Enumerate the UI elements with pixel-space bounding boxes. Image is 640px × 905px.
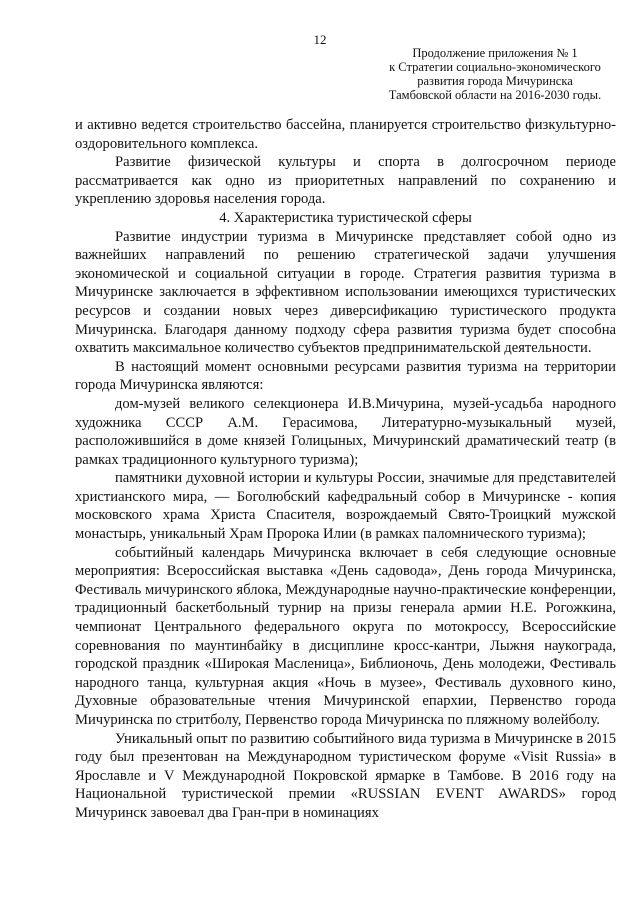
paragraph: Развитие индустрии туризма в Мичуринске представляет собой одно из важнейших направлений по решению стратегической задачи улучшения экономической и социальной ситуации в городе. Стратегия развития туризма в Мичуринске заключается в эффективном использовании имеющихся туристических ресурсов и создании новых через диверсификацию туристического продукта Мичуринска. Благодаря данному подходу сфера развития туризма будет способна охватить максимальное количество субъектов предпринимательской деятельности. [75,228,616,357]
section-heading: 4. Характеристика туристической сферы [219,209,472,226]
appendix-header [380,46,610,102]
list-item: памятники духовной истории и культуры России, значимые для представителей христианского мира, — Боголюбский кафедральный собор в Мичуринске - копия московского храма Христа Спасителя, возрождаемый Свято-Троицкий мужской монастырь, уникальный Храм Пророка Илии (в рамках паломнического туризма); [75,470,616,543]
header-line: Продолжение приложения № 1 [412,46,578,60]
paragraph: Развитие физической культуры и спорта в долгосрочном периоде рассматривается как одно из приоритетных направлений по сохранению и укреплению здоровья населения города. [75,154,616,208]
paragraph: и активно ведется строительство бассейна, планируется строительство физкультурно-оздоровительного комплекса. [75,117,616,152]
list-item: событийный календарь Мичуринска включает в себя следующие основные мероприятия: Всероссийская выставка «День садовода», День города Мичуринска, Фестиваль мичуринского яблока, Международные научно-практические конференции, традиционный баскетбольный турнир на призы генерала армии Н.Е. Рогожкина, чемпионат Центрального федерального округа по мотокроссу, Всероссийские соревнования по маунтинбайку в дисциплине кросс-кантри, Лыжня наукограда, городской праздник «Широкая Масленица», Библионочь, День молодежи, Фестиваль народного танца, культурная акция «Ночь в музее», Фестиваль духовного кино, Духовные образовательные чтения Мичуринской епархии, Первенство города Мичуринска по стритболу, Первенство города Мичуринска по пляжному волейболу. [75,544,616,728]
header-line: к Стратегии социально-экономического [389,60,601,74]
header-line: Тамбовской области на 2016-2030 годы. [388,88,602,102]
header-line: развития города Мичуринска [417,74,573,88]
paragraph: В настоящий момент основными ресурсами развития туризма на территории города Мичуринска являются: [75,358,616,394]
body-text [75,116,616,823]
paragraph: Уникальный опыт по развитию событийного вида туризма в Мичуринске в 2015 году был презентован на Международном туристическом форуме «Visit Russia» в Ярославле и V Международной Покровской ярмарке в Тамбове. В 2016 году на Национальной туристической премии «RUSSIAN EVENT AWARDS» город Мичуринск завоевал два Гран-при в номинациях [75,730,616,821]
list-item: дом-музей великого селекционера И.В.Мичурина, музей-усадьба народного художника СССР А.М. Герасимова, Литературно-музыкальный музей, расположившийся в доме князей Голицыных, Мичуринский драматический театр (в рамках традиционного культурного туризма); [75,395,616,468]
page-number: 12 [313,32,327,47]
